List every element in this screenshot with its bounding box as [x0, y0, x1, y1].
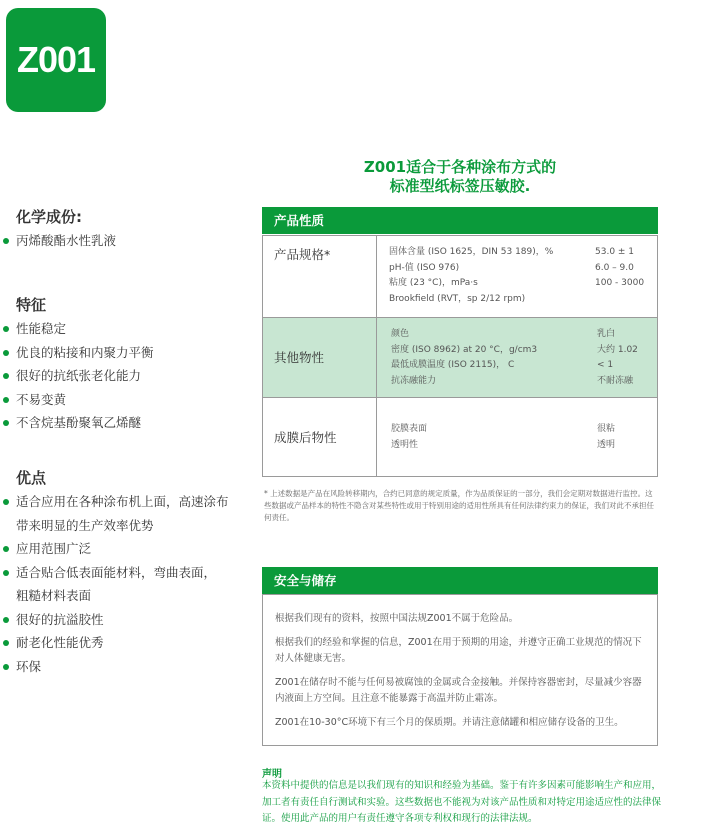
- advantages-title: 优点: [16, 469, 47, 487]
- logo-text: Z001: [16, 39, 96, 80]
- bullet-dot-icon: [3, 546, 9, 552]
- bullet-dot-icon: [3, 397, 9, 403]
- property-value: < 1: [597, 360, 614, 370]
- list-item: 性能稳定: [0, 317, 250, 341]
- bullet-dot-icon: [3, 499, 9, 505]
- property-name: pH-值 (ISO 976): [389, 262, 460, 273]
- row-label: 产品规格*: [263, 236, 377, 317]
- statement-title: 声明: [262, 769, 282, 780]
- safety-paragraph: Z001在储存时不能与任何易被腐蚀的金属或合金接触。并保持容器密封，尽量减少容器内液面上方空间。且注意不能暴露于高温并防止霜冻。: [275, 677, 642, 704]
- property-name: 抗冻融能力: [391, 375, 437, 386]
- table-row: [263, 236, 657, 318]
- safety-paragraph: 根据我们的经验和掌握的信息，Z001在用于预期的用途，并遵守正确工业规范的情况下对人体健康无害。: [275, 637, 642, 664]
- property-name: 胶膜表面: [391, 424, 428, 434]
- property-value: 大约 1.02: [597, 344, 638, 355]
- property-value: 透明: [597, 439, 616, 450]
- bullet-dot-icon: [3, 326, 9, 332]
- properties-table: [262, 235, 658, 477]
- bullet-dot-icon: [3, 350, 9, 356]
- bullet-dot-icon: [3, 640, 9, 646]
- bullet-dot-icon: [3, 617, 9, 623]
- row-content: [389, 245, 649, 307]
- bullet-dot-icon: [3, 373, 9, 379]
- chem-title: 化学成份:: [16, 208, 82, 226]
- row-content: [391, 422, 649, 453]
- row-label: 其他物性: [263, 318, 377, 397]
- statement-text: 本资料中提供的信息是以我们现有的知识和经验为基础。鉴于有许多因素可能影响生产和应用，加工者有责任自行测试和实验。这些数据也不能视为对该产品性质和对特定用途适应性的法律保证。使用此产品的用户有责任遵守各项专利权和现行的法律法规。: [262, 780, 662, 824]
- list-item: 应用范围广泛: [0, 537, 250, 561]
- chem-list: [0, 229, 250, 253]
- list-item: 很好的抗纸张老化能力: [0, 364, 250, 388]
- list-item: 适合贴合低表面能材料，弯曲表面， 粗糙材料表面: [0, 561, 250, 608]
- headline-line-2: 标准型纸标签压敏胶.: [389, 177, 531, 195]
- property-value: 53.0 ± 1: [595, 247, 635, 257]
- safety-box: [262, 594, 658, 746]
- property-name: Brookfield (RVT，sp 2/12 rpm): [389, 293, 526, 304]
- row-content: [391, 327, 649, 389]
- bullet-dot-icon: [3, 570, 9, 576]
- row-label: 成膜后物性: [263, 398, 377, 476]
- safety-paragraph: 根据我们现有的资料，按照中国法规Z001不属于危险品。: [275, 613, 519, 624]
- table-row: [263, 398, 657, 476]
- property-name: 颜色: [391, 329, 410, 339]
- table-row: [263, 318, 657, 398]
- bullet-dot-icon: [3, 238, 9, 244]
- property-name: 粘度 (23 °C)，mPa·s: [389, 278, 478, 288]
- properties-footnote: * 上述数据是产品在风险转移期内，合约已同意的规定质量，作为品质保证的一部分，我们会定期对数据进行监控。这些数据或产品样本的特性不隐含对某些特性或用于特别用途的适用性所具有任何法律约束力的保证，我们对此不承担任何责任。: [264, 489, 654, 522]
- properties-header: 产品性质: [262, 207, 658, 234]
- property-value: 不耐冻融: [597, 375, 634, 386]
- safety-paragraph: Z001在10-30°C环境下有三个月的保质期。并请注意储罐和相应储存设备的卫生。: [275, 717, 624, 728]
- features-title: 特征: [16, 296, 47, 314]
- product-logo: [6, 8, 106, 112]
- headline-line-1: Z001适合于各种涂布方式的: [363, 158, 557, 176]
- features-list: [0, 317, 250, 435]
- list-item: 环保: [0, 655, 250, 679]
- property-name: 透明性: [391, 439, 419, 450]
- bullet-dot-icon: [3, 420, 9, 426]
- list-item: 适合应用在各种涂布机上面，高速涂布 带来明显的生产效率优势: [0, 490, 250, 537]
- property-name: 密度 (ISO 8962) at 20 °C，g/cm3: [391, 344, 538, 355]
- list-item: 耐老化性能优秀: [0, 631, 250, 655]
- property-value: 很粘: [597, 424, 616, 434]
- safety-header: 安全与储存: [262, 567, 658, 594]
- list-item: 很好的抗溢胶性: [0, 608, 250, 632]
- property-value: 乳白: [597, 329, 616, 339]
- list-item: 优良的粘接和内聚力平衡: [0, 341, 250, 365]
- list-item: 丙烯酸酯水性乳液: [0, 229, 250, 253]
- property-value: 100 - 3000: [595, 278, 645, 288]
- list-item: 不易变黄: [0, 388, 250, 412]
- property-value: 6.0 – 9.0: [595, 262, 634, 273]
- bullet-dot-icon: [3, 664, 9, 670]
- property-name: 最低成膜温度 (ISO 2115)， C: [391, 360, 515, 370]
- headline: [262, 158, 658, 196]
- list-item: 不含烷基酚聚氧乙烯醚: [0, 411, 250, 435]
- advantages-list: [0, 490, 250, 678]
- property-name: 固体含量 (ISO 1625，DIN 53 189)，%: [389, 247, 554, 257]
